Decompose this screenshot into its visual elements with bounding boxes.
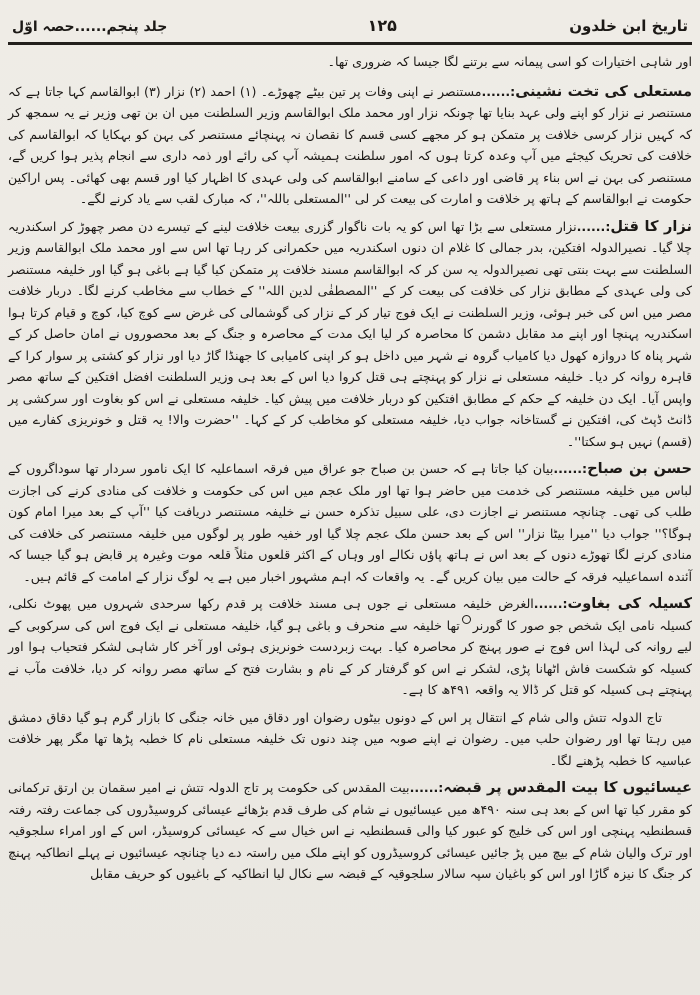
section-takht-nashini	[8, 81, 692, 210]
section-body: تاج الدولہ تتش والی شام کے انتقال پر اس کے دونوں بیٹوں رضوان اور دقاق میں خانہ جنگی کا بازار گرم ہو گیا دقاق دمشق میں رہتا تھا اور رضوان حلب میں۔ رضوان نے اپنے صوبہ میں چند دنوں تک خلیفہ مستعلی نام کا خطبہ پڑھا تھا مگر پھر خلافت عباسیہ کا خطبہ پڑھنے لگا۔	[8, 709, 692, 768]
section-heading: عیسائیوں کا بیت المقدس پر قبضہ	[443, 779, 693, 796]
section-heading: مستعلی کی تخت نشینی	[515, 82, 692, 100]
heading-dots: :......	[576, 218, 611, 234]
section-heading: کسیلہ کی بغاوت	[567, 595, 692, 612]
section-heading: حسن بن صباح	[587, 460, 692, 477]
footnote-mark	[462, 615, 471, 624]
page-number: ۱۲۵	[367, 16, 397, 35]
section-body: بیت المقدس کی حکومت پر تاج الدولہ تتش نے امیر سقمان بن ارتق ترکمانی کو مقرر کیا تھا اس کے بعد ہی سنہ ۴۹۰ھ میں عیسائیوں نے شام کی طرف قدم بڑھائے عیسائی کروسیڈروں کی جماعت رفتہ رفتہ قسطنطیہ پہنچی اور اس کی خلیج کو عبور کیا والی قسطنطیہ نے اس خیال سے کہ عیسائی کروسیڈر، اس کے اور امراء سلجوقیہ اور ترک والیان شام کے بیچ میں پڑ جائیں عیسائی کروسیڈروں کو اپنے ملک میں راستہ دے دیا چنانچہ عیسائیوں نے پہلے انطاکیہ پہنچ کر جنگ کا نیزہ گاڑا اور اس کو باغیان سپہ سالار سلجوقیہ کے قبضہ سے نکال لیا انطاکیہ کے باغیوں کو حریف مقابل	[8, 780, 692, 881]
section-bait-ul-muqaddas	[8, 777, 692, 885]
section-heading: نزار کا قتل	[610, 217, 692, 235]
heading-dots: :......	[553, 461, 588, 476]
section-body: تھا خلیفہ سے منحرف و باغی ہو گیا، خلیفہ مستعلی نے ایک فوج اس کی سرکوبی کے لیے روانہ کی لہذا اس فوج نے صور پہنچ کر محاصرہ کیا۔ بہت زبردست خونریزی ہوئی اور آخر کار شاہی لشکر فتحیاب ہوا اور کسیلہ کو شکست فاش اٹھانا پڑی، لشکر نے اس کو گرفتار کر کے نام و بشارت فتح کے ساتھ مصر روانہ کر دیا، خلافت مآب نے پہنچتے ہی کسیلہ کو قتل کر ڈالا یہ واقعہ ۴۹۱ھ کا ہے۔	[8, 617, 692, 697]
section-body: الغرض خلیفہ مستعلی نے جوں ہی مسند خلافت پر قدم رکھا سرحدی شہروں میں پھوٹ نکلی، کسیلہ نامی ایک شخص جو صور کا گورنر	[8, 596, 692, 633]
page-header	[8, 12, 692, 42]
section-body: نزار مستعلی سے بڑا تھا اس کو یہ بات ناگوار گزری بیعت خلافت لینے کے تیسرے دن مصر چھوڑ کر اسکندریہ چلا گیا۔ نصیرالدولہ افتکین، بدر جمالی کا غلام ان دنوں اسکندریہ میں حکمرانی کر رہا تھا اس سے اور محمد ملک ابوالقاسم وزیر السلطنت سے بہت بنتی تھی نصیرالدولہ یہ سن کر کہ ابوالقاسم مسند خلافت پر متمکن کیا گیا ہے باغی ہو گیا اور خلیفہ مستنصر کی ولی عہدی کے مطابق نزار کی خلافت کی بیعت کر کے ''المصطفٰی لدین اللہ'' کے خطاب سے مخاطب کرنے لگا۔ دربار خلافت مصر میں اس کی خبر ہوئی، وزیر السلطنت نے ایک فوج تیار کر کے نزار کی گوشمالی کی غرض سے کوچ کیا، کوچ و قیام کرتا ہوا اسکندریہ پہنچا اور اپنے مد مقابل دشمن کا محاصرہ کر لیا ایک مدت کے محاصرہ و جنگ کے بعد محصوروں نے امان حاصل کر کے شہر پناہ کا دروازہ کھول دیا کامیاب گروہ نے شہر میں داخل ہو کر اپنی کامیابی کا جھنڈا گاڑ دیا اور نزار کو کشتی پر سوار کرا کے قاہرہ روانہ کر دیا۔ خلیفہ مستعلی نے نزار کو پہنچتے ہی قتل کروا دیا اس کے بعد ہی وزیر السلطنت افضل افتکین کے ساتھ مصر واپس آیا۔ ایک دن خلیفہ کے حکم کے مطابق افتکین کو دربار خلافت میں پیش کیا۔ خلیفہ مستعلی نے اس کو بغاوت اور سرکشی پر ڈانٹ ڈپٹ کی، افتکین نے گستاخانہ جواب دیا، خلیفہ مستعلی کو مخاطب کر کے کہا۔ ''حضرت والا! یہ قتل و خونریزی کفارے میں (قسم) نہیں ہو سکتا''۔	[8, 218, 692, 449]
text-column	[8, 51, 692, 885]
heading-dots: :......	[481, 83, 516, 99]
continuation-line: اور شاہی اختیارات کو اسی پیمانہ سے برتنے لگا جیسا کہ ضروری تھا۔	[327, 54, 692, 69]
heading-dots: :......	[533, 596, 568, 611]
section-kasila-baghawat	[8, 593, 692, 701]
section-body: مستنصر نے اپنی وفات پر تین بیٹے چھوڑے۔ (۱) احمد (۲) نزار (۳) ابوالقاسم کہا جاتا ہے کہ مستنصر نے نزار کو اپنے ولی عہد بنایا تھا چونکہ نزار اور محمد ملک ابوالقاسم وزیر السلطنت میں ان بن تھی وزیر نے یہ سمجھ کر کہ کہیں نزار کرسی خلافت پر متمکن ہو کر مجھے کسی قسم کا نقصان نہ پہنچائے مستنصر کی بہن کو بہکایا کہ ابوالقاسم کی خلافت کی تحریک کیجئے میں آپ وعدہ کرتا ہوں کہ امور سلطنت ہمیشہ آپ کی رائے اور ذمہ داری سے انجام پذیر ہوا کریں گے، مستنصر کی بہن نے اس بناء پر قاضی اور داعی کے سامنے ابوالقاسم کی ولی عہدی کا اظہار کیا اور قسم بھی کھائی۔ پس اراکین حکومت نے ابوالقاسم کے ہاتھ پر خلافت و امارت کی بیعت کر لی ''المستعلی باللہ''، کہ مبارک لقب سے یاد کرنے لگے۔	[8, 83, 692, 206]
volume-label: جلد پنجم......حصہ اوّل	[12, 19, 168, 35]
section-body: بیان کیا جاتا ہے کہ حسن بن صباح جو عراق میں فرقہ اسماعلیہ کا ایک نامور سردار تھا سوداگروں کے لباس میں خلیفہ مستنصر کی خدمت میں حاضر ہوا تھا اور ملک عجم میں اس کی حکومت و خلافت کی منادی کرنے کی اجازت طلب کی تھی۔ چنانچہ مستنصر نے اجازت دی، علی سبیل تذکرہ حسن نے خلیفہ مستنصر دریافت کیا ''آپ کے بعد میرا امام کون ہوگا؟'' جواب دیا ''میرا بیٹا نزار'' اس کے بعد حسن ملک عجم چلا گیا اور خفیہ طور پر لوگوں میں خلیفہ مستنصر کی خلافت کی منادی کرنے لگا تھوڑے دنوں کے بعد اس نے ہاتھ پاؤں نکالے اور وہاں کے اکثر قلعوں مثلاً قلعہ موت وغیرہ پر قابض ہو گیا جیسا کہ آئندہ اسماعیلیہ فرقہ کے حالت میں بیان کریں گے۔ یہ واقعات کہ اہم مشہور اخبار میں ہے یہ لوگ نزار کے امامت کے قائم ہیں۔	[8, 461, 692, 584]
heading-dots: :......	[409, 780, 444, 795]
paragraph-taj-ud-daula	[8, 707, 692, 772]
book-title: تاریخ ابن خلدون	[569, 17, 688, 35]
header-rule	[8, 42, 692, 45]
section-hasan-bin-sabbah	[8, 458, 692, 587]
section-nizar-qatl	[8, 216, 692, 453]
